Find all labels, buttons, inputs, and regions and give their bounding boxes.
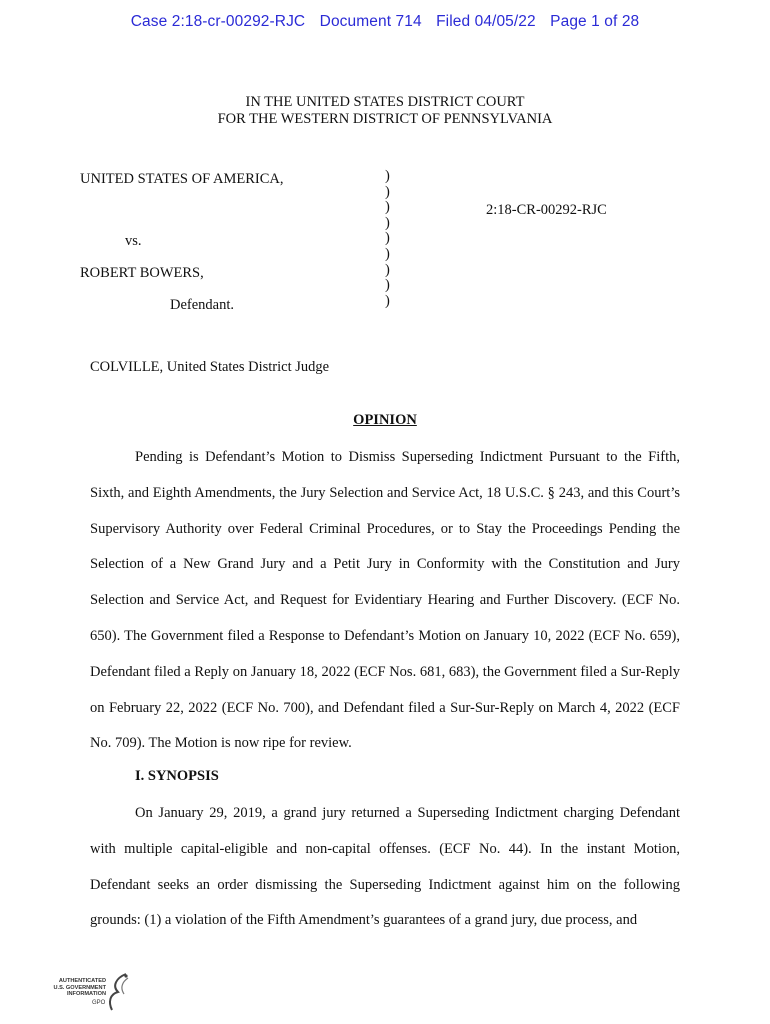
gpo-badge-line1: AUTHENTICATED	[58, 978, 106, 984]
caption-paren: )	[385, 245, 390, 262]
gpo-logo-text: GPO	[92, 1000, 106, 1006]
caption-paren: )	[385, 183, 390, 200]
caption-case-number: 2:18-CR-00292-RJC	[486, 202, 607, 218]
caption-paren: )	[385, 214, 390, 231]
judge-name: COLVILLE, United States District Judge	[90, 359, 330, 375]
document-number-stamp: Document 714	[319, 13, 422, 30]
synopsis-body	[90, 796, 680, 939]
caption-paren: )	[385, 168, 390, 184]
caption-paren: )	[385, 277, 390, 294]
caption-paren: )	[385, 230, 390, 247]
caption-defendant-role: Defendant.	[170, 297, 235, 313]
opinion-heading: OPINION	[353, 412, 417, 428]
court-title-line2: FOR THE WESTERN DISTRICT OF PENNSYLVANIA	[217, 111, 553, 127]
case-header-stamp	[0, 13, 770, 31]
caption-parentheses	[385, 169, 390, 309]
filed-date-stamp: Filed 04/05/22	[436, 13, 536, 30]
page-count-stamp: Page 1 of 28	[550, 13, 640, 30]
court-title	[0, 94, 770, 128]
case-number-stamp: Case 2:18-cr-00292-RJC	[130, 13, 306, 30]
caption-paren: )	[385, 199, 390, 216]
gpo-badge-text	[44, 978, 106, 998]
gpo-badge-line3: INFORMATION	[66, 991, 106, 998]
section-heading-synopsis: I. SYNOPSIS	[135, 768, 219, 784]
caption-plaintiff: UNITED STATES OF AMERICA,	[80, 171, 284, 187]
caption-paren: )	[385, 292, 390, 309]
paragraph-pending-motion: Pending is Defendant’s Motion to Dismiss Superseding Indictment Pursuant to the Fifth, Sixth, and Eighth Amendments, the Jury Selection and Service Act, 18 U.S.C. § 243, and this Court’s Supervisory Authority over Federal Criminal Procedures, or to Stay the Proceedings Pending the Selection of a New Grand Jury and a Petit Jury in Conformity with the Constitution and Jury Selection and Service Act, and Request for Evidentiary Hearing and Further Discovery. (ECF No. 650). The Government filed a Response to Defendant’s Motion on January 10, 2022 (ECF No. 659), Defendant filed a Reply on January 18, 2022 (ECF Nos. 681, 683), the Government filed a Sur-Reply on February 22, 2022 (ECF No. 700), and Defendant filed a Sur-Sur-Reply on March 4, 2022 (ECF No. 709). The Motion is now ripe for review.	[90, 449, 680, 752]
opinion-body	[90, 440, 680, 762]
gpo-eagle-icon	[102, 972, 132, 1012]
court-title-line1: IN THE UNITED STATES DISTRICT COURT	[245, 94, 525, 110]
paragraph-synopsis: On January 29, 2019, a grand jury returned a Superseding Indictment charging Defendant with multiple capital-eligible and non-capital offenses. (ECF No. 44). In the instant Motion, Defendant seeks an order dismissing the Superseding Indictment against him on the following grounds: (1) a violation of the Fifth Amendment’s guarantees of a grand jury, due process, and	[90, 805, 680, 929]
caption-vs: vs.	[125, 233, 142, 249]
gpo-authentication-badge	[44, 972, 134, 1016]
caption-paren: )	[385, 261, 390, 278]
caption-defendant-name: ROBERT BOWERS,	[80, 265, 204, 281]
gpo-badge-line2: U.S. GOVERNMENT	[53, 984, 106, 991]
